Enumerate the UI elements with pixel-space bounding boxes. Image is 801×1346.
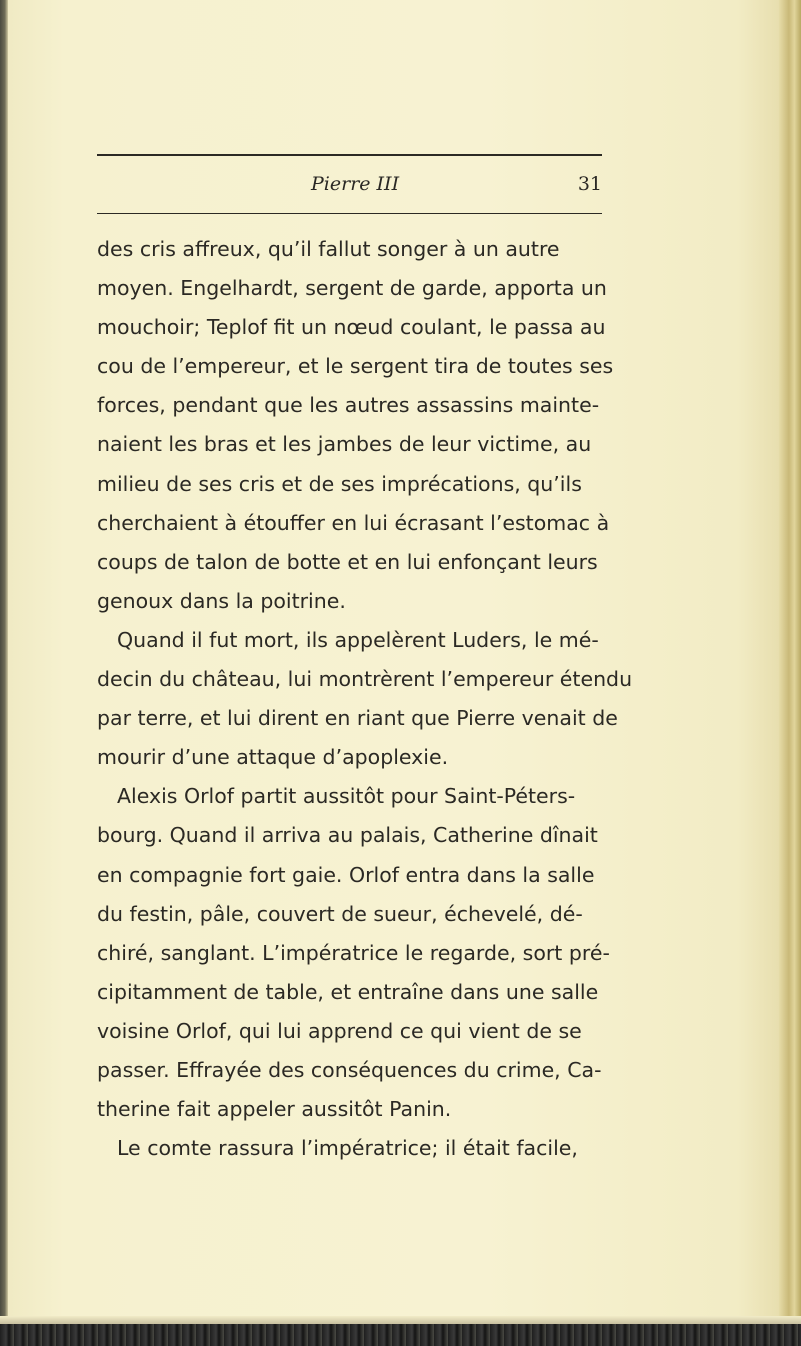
text-line: forces, pendant que les autres assassins mainte-: [97, 393, 600, 418]
text-line: mourir d’une attaque d’apoplexie.: [97, 745, 449, 770]
text-line: bourg. Quand il arriva au palais, Catherine dînait: [97, 823, 598, 848]
page-gutter-shadow: [0, 0, 8, 1346]
paragraph-start-line: Alexis Orlof partit aussitôt pour Saint-Péters-: [117, 784, 576, 809]
text-line: du festin, pâle, couvert de sueur, échevelé, dé-: [97, 901, 583, 926]
text-line: en compagnie fort gaie. Orlof entra dans la salle: [97, 862, 595, 887]
text-line: coups de talon de botte et en lui enfonçant leurs: [97, 549, 598, 574]
scan-bottom-border: [0, 1324, 801, 1346]
paragraph-start-line: Le comte rassura l’impératrice; il était facile,: [117, 1136, 578, 1161]
running-title: Pierre III: [311, 173, 400, 195]
text-line: par terre, et lui dirent en riant que Pierre venait de: [97, 706, 618, 731]
text-line: des cris affreux, qu’il fallut songer à un autre: [97, 237, 560, 261]
page-fore-edge: [779, 0, 801, 1346]
text-line: genoux dans la poitrine.: [97, 588, 346, 613]
header-rule-bottom: [97, 213, 602, 214]
page-number: 31: [577, 173, 602, 195]
text-line: cou de l’empereur, et le sergent tira de toutes ses: [97, 354, 614, 379]
text-line: moyen. Engelhardt, sergent de garde, apporta un: [97, 276, 607, 301]
text-line: cherchaient à étouffer en lui écrasant l’estomac à: [97, 510, 610, 535]
text-line: cipitamment de table, et entraîne dans une salle: [97, 979, 599, 1004]
paragraph-start-line: Quand il fut mort, ils appelèrent Luders, le mé-: [117, 627, 599, 652]
text-line: naient les bras et les jambes de leur victime, au: [97, 432, 592, 457]
text-line: voisine Orlof, qui lui apprend ce qui vient de se: [97, 1018, 582, 1043]
text-line: mouchoir; Teplof fit un nœud coulant, le passa au: [97, 315, 606, 340]
text-line: passer. Effrayée des conséquences du crime, Ca-: [97, 1057, 602, 1082]
text-line: therine fait appeler aussitôt Panin.: [97, 1097, 452, 1122]
page-bottom-margin: [0, 1316, 801, 1324]
running-head: [97, 167, 602, 201]
text-line: chiré, sanglant. L’impératrice le regarde, sort pré-: [97, 940, 610, 965]
text-line: milieu de ses cris et de ses imprécations, qu’ils: [97, 471, 582, 496]
header-rule-top: [97, 154, 602, 156]
body-text: [97, 230, 633, 1168]
text-line: decin du château, lui montrèrent l’empereur étendu: [97, 667, 633, 692]
